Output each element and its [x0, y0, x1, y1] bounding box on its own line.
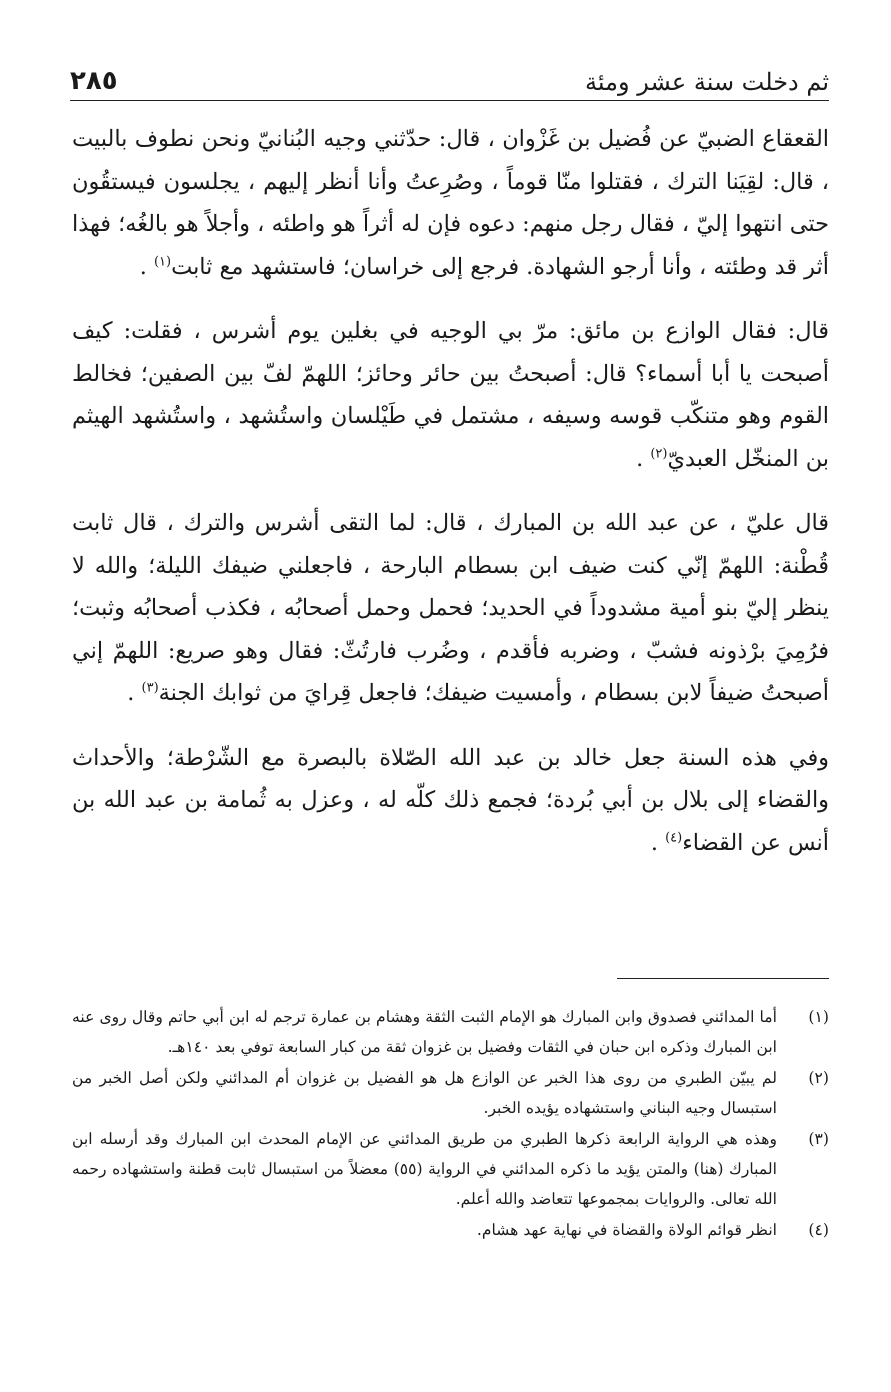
footnotes [72, 1003, 829, 1248]
paragraph-end: . [650, 829, 658, 856]
paragraph [72, 502, 829, 715]
paragraph-end: . [636, 445, 644, 472]
paragraph [72, 737, 829, 865]
footnote-number: (٣) [808, 1130, 829, 1149]
footnote-text: لم يبيّن الطبري من روى هذا الخبر عن الوازع هل هو الفضيل بن غزوان أم المدائني ولكن أصل الخبر من استبسال وجيه البناني واستشهاده يؤيده الخبر. [72, 1069, 777, 1117]
footnote [72, 1125, 829, 1214]
footnote-ref: (٤) [665, 830, 683, 846]
footnote-ref: (٣) [141, 680, 159, 696]
footnote-text: انظر قوائم الولاة والقضاة في نهاية عهد هشام. [476, 1221, 777, 1240]
footnote-number: (٢) [808, 1069, 829, 1088]
paragraph [72, 310, 829, 480]
running-title: ثم دخلت سنة عشر ومئة [585, 68, 829, 96]
footnote-text: وهذه هي الرواية الرابعة ذكرها الطبري من طريق المدائني عن الإمام المحدث ابن المبارك وقد أرسله ابن المبارك (هنا) والمتن يؤيد ما ذكره المدائني في الرواية (٥٥) معضلاً من استبسال ثابت قطنة واستشهاده رحمه الله تعالى. والروايات بمجموعها تتعاضد والله أعلم. [72, 1130, 777, 1208]
paragraph-end: . [139, 253, 147, 280]
page-header [70, 56, 829, 101]
paragraph-end: . [127, 680, 135, 706]
paragraph-text: قال عليّ ، عن عبد الله بن المبارك ، قال: لما التقى أشرس والترك ، قال ثابت قُطْنة: اللهمّ إنّي كنت ضيف ابن بسطام البارحة ، فاجعلني ضيفك الليلة؛ والله لا ينظر إليّ بنو أمية مشدوداً في الحديد؛ فحمل وحمل أصحابُه ، فكذب أصحابُه وثبت؛ فرُمِيَ برْذونه فشبّ ، وضربه فأقدم ، وضُرب فارتُثّ: فقال وهو صريع: اللهمّ إني أصبحتُ ضيفاً لابن بسطام ، وأمسيت ضيفك؛ فاجعل قِرايَ من ثوابك الجنة [72, 510, 829, 706]
footnote [72, 1003, 829, 1062]
footnote [72, 1216, 829, 1246]
paragraph-text: القعقاع الضبيّ عن فُضيل بن غَزْوان ، قال: حدّثني وجيه البُنانيّ ونحن نطوف بالبيت ، قال: لقِيَنا الترك ، فقتلوا منّا قوماً ، وصُرِعتُ وأنا أنظر إليهم ، يجلسون فيستقُون حتى انتهوا إليّ ، فقال رجل منهم: دعوه فإن له أثراً هو واطئه ، وأجلاً هو بالغُه؛ فهذا أثر قد وطئته ، وأنا أرجو الشهادة. فرجع إلى خراسان؛ فاستشهد مع ثابت [72, 126, 829, 280]
footnote-text: أما المدائني فصدوق وابن المبارك هو الإمام الثبت الثقة وهشام بن عمارة ترجم له ابن أبي حاتم وقال روى عنه ابن المبارك وذكره ابن حبان في الثقات وفضيل بن غزوان ثقة من كبار السابعة توفي بعد ١٤٠هـ. [72, 1008, 777, 1056]
main-text [72, 118, 829, 886]
footnote-ref: (١) [153, 254, 172, 270]
footnote-ref: (٢) [650, 446, 668, 462]
paragraph-text: وفي هذه السنة جعل خالد بن عبد الله الصّلاة بالبصرة مع الشّرْطة؛ والأحداث والقضاء إلى بلال بن أبي بُردة؛ فجمع ذلك كلّه له ، وعزل به ثُمامة بن عبد الله بن أنس عن القضاء [72, 744, 829, 856]
page-number: ٢٨٥ [70, 66, 118, 96]
footnote [72, 1064, 829, 1123]
footnote-number: (٤) [808, 1221, 829, 1240]
paragraph [72, 118, 829, 288]
paragraph-text: قال: فقال الوازع بن مائق: مرّ بي الوجيه في بغلين يوم أشرس ، فقلت: كيف أصبحت يا أبا أسماء؟ قال: أصبحتُ بين حائر وحائز؛ اللهمّ لفّ بين الصفين؛ فخالط القوم وهو متنكّب قوسه وسيفه ، مشتمل في طَيْلسان واستُشهد ، واستُشهد الهيثم بن المنخّل العبديّ [72, 318, 829, 472]
footnote-number: (١) [808, 1008, 829, 1026]
footnote-separator [617, 978, 829, 979]
